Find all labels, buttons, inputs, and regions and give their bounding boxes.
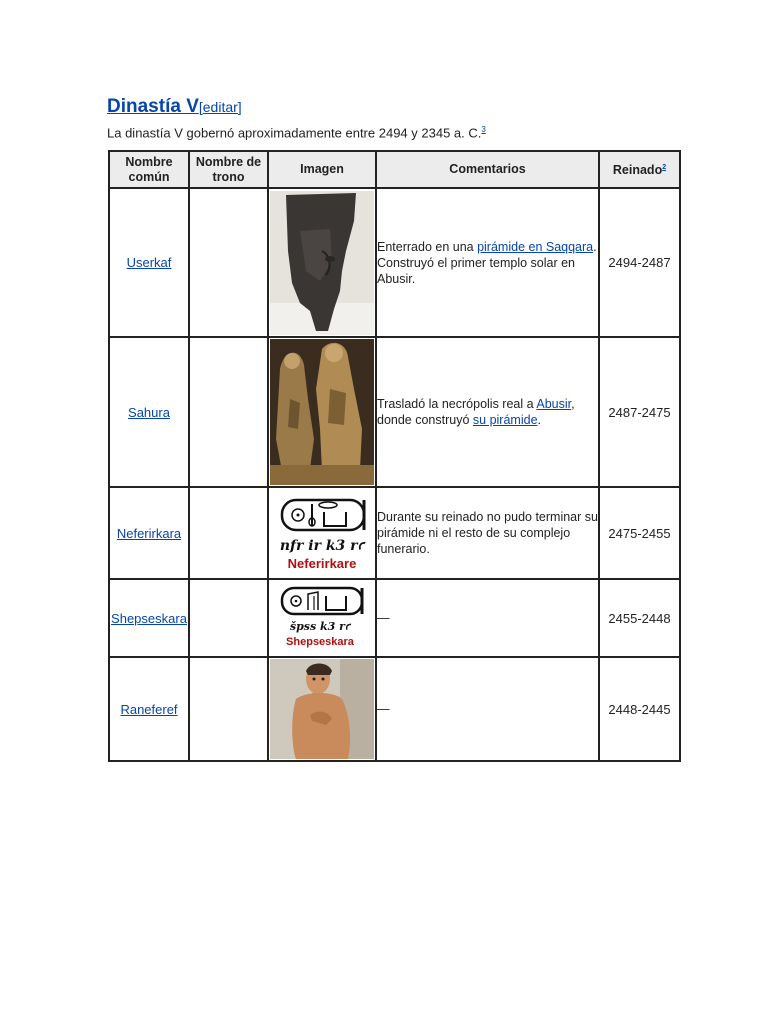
image-cell bbox=[268, 657, 376, 761]
intro-reference[interactable]: 3 bbox=[481, 125, 486, 134]
col-header-common-name: Nombre común bbox=[109, 151, 189, 188]
col-header-image: Imagen bbox=[268, 151, 376, 188]
table-header-row bbox=[109, 151, 680, 188]
throne-name-cell bbox=[189, 579, 268, 657]
pharaoh-name-link[interactable]: Shepseskara bbox=[109, 579, 189, 657]
userkaf-head-image[interactable] bbox=[270, 191, 374, 335]
table-row bbox=[109, 337, 680, 487]
edit-section-link[interactable]: [editar] bbox=[198, 99, 242, 115]
image-cell bbox=[268, 337, 376, 487]
image-cell bbox=[268, 579, 376, 657]
image-cell bbox=[268, 188, 376, 337]
cartouche-label: Neferirkare bbox=[287, 556, 357, 571]
throne-name-cell bbox=[189, 657, 268, 761]
pharaoh-name-link[interactable]: Sahura bbox=[109, 337, 189, 487]
image-cell bbox=[268, 487, 376, 579]
section-heading bbox=[107, 96, 242, 118]
table-row bbox=[109, 657, 680, 761]
reign-cell: 2448-2445 bbox=[599, 657, 680, 761]
table-row bbox=[109, 579, 680, 657]
col-header-reign: Reinado$^2$ bbox=[599, 151, 680, 188]
table-row bbox=[109, 188, 680, 337]
section-title[interactable]: Dinastía V bbox=[107, 96, 199, 117]
reign-cell: 2475-2455 bbox=[599, 487, 680, 579]
comment-cell: Trasladó la necrópolis real a Abusir, donde construyó su pirámide. bbox=[376, 337, 599, 487]
abusir-link[interactable]: Abusir bbox=[536, 397, 572, 411]
cartouche-transliteration: špss k3 rꜥ bbox=[289, 620, 351, 633]
reign-cell: 2487-2475 bbox=[599, 337, 680, 487]
col-header-comments: Comentarios bbox=[376, 151, 599, 188]
comment-cell: — bbox=[376, 579, 599, 657]
throne-name-cell bbox=[189, 188, 268, 337]
raneferef-statue-image[interactable] bbox=[270, 659, 374, 759]
sahura-statue-image[interactable] bbox=[270, 339, 374, 485]
comment-cell: — bbox=[376, 657, 599, 761]
cartouche-transliteration: nfr ir k3 rꜥ bbox=[279, 538, 365, 554]
reign-cell: 2494-2487 bbox=[599, 188, 680, 337]
shepseskara-cartouche-image[interactable] bbox=[270, 582, 374, 654]
cartouche-label: Shepseskara bbox=[286, 636, 354, 648]
neferirkare-cartouche-image[interactable] bbox=[270, 490, 374, 576]
reign-cell: 2455-2448 bbox=[599, 579, 680, 657]
table-row bbox=[109, 487, 680, 579]
reign-reference[interactable]: 2 bbox=[662, 164, 667, 172]
pharaoh-name-link[interactable]: Userkaf bbox=[109, 188, 189, 337]
pharaoh-name-link[interactable]: Neferirkara bbox=[109, 487, 189, 579]
intro-text: La dinastía V gobernó aproximadamente entre 2494 y 2345 a. C.$^3$ bbox=[107, 125, 486, 141]
comment-cell: Durante su reinado no pudo terminar su pirámide ni el resto de su complejo funerario. bbox=[376, 487, 599, 579]
col-header-throne-name: Nombre de trono bbox=[189, 151, 268, 188]
pharaoh-name-link[interactable]: Raneferef bbox=[109, 657, 189, 761]
comment-cell: Enterrado en una pirámide en Saqqara. Construyó el primer templo solar en Abusir. bbox=[376, 188, 599, 337]
su-piramide-link[interactable]: su pirámide bbox=[472, 413, 538, 427]
throne-name-cell bbox=[189, 337, 268, 487]
pharaohs-table bbox=[108, 150, 681, 762]
piramide-saqqara-link[interactable]: pirámide en Saqqara bbox=[477, 239, 594, 254]
throne-name-cell bbox=[189, 487, 268, 579]
